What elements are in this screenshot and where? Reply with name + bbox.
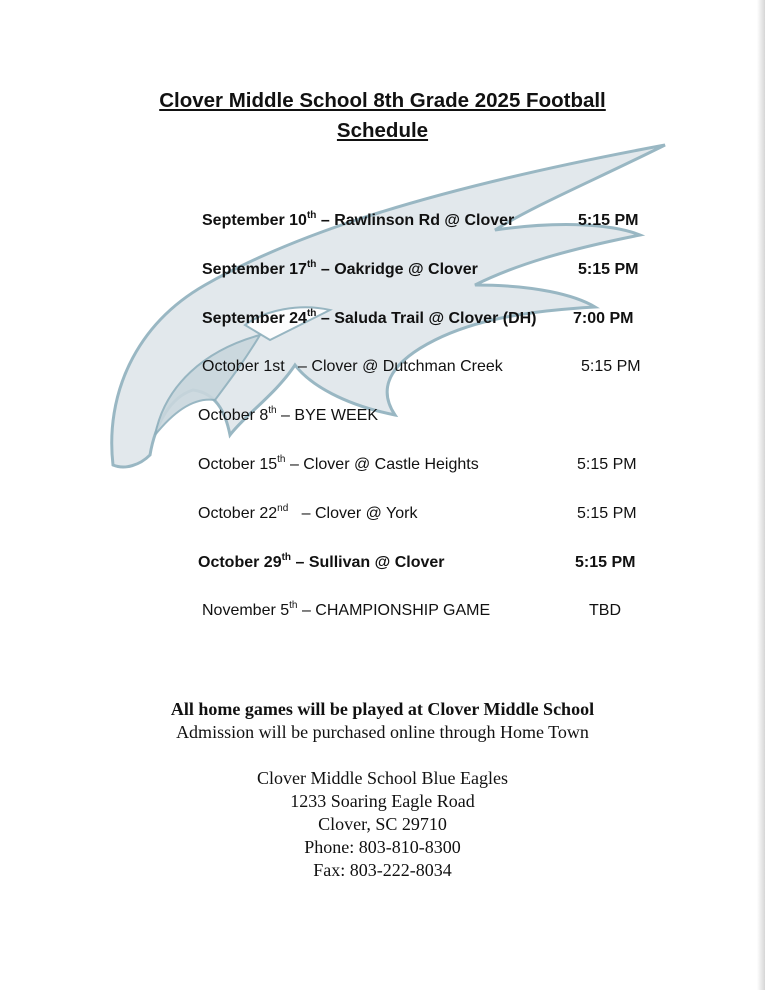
title-line-2: Schedule — [336, 119, 429, 142]
date-suffix: nd — [277, 502, 289, 514]
game-time: 5:15 PM — [577, 456, 637, 473]
date-suffix: th — [306, 209, 317, 221]
game-matchup: Saluda Trail @ Clover (DH) — [334, 310, 537, 327]
schedule-row — [198, 552, 444, 574]
schedule-row — [198, 454, 479, 476]
date-suffix: th — [306, 258, 317, 270]
game-matchup: Clover @ Castle Heights — [303, 456, 479, 473]
game-date: September 10 — [202, 212, 307, 229]
game-date: October 22 — [198, 505, 278, 522]
game-date: November 5 — [202, 602, 290, 619]
date-separator: – — [285, 456, 304, 473]
school-fax: Fax: 803-222-8034 — [313, 860, 452, 880]
date-suffix: th — [289, 599, 298, 611]
schedule-row — [198, 503, 417, 525]
game-time: 5:15 PM — [578, 261, 639, 278]
game-time: 5:15 PM — [581, 358, 641, 375]
school-name: Clover Middle School Blue Eagles — [257, 768, 508, 788]
title-line-1: Clover Middle School 8th Grade 2025 Football — [159, 89, 606, 112]
date-separator: – — [316, 212, 335, 229]
date-separator: – — [276, 407, 295, 424]
school-phone: Phone: 803-810-8300 — [304, 837, 461, 857]
date-suffix: th — [306, 307, 317, 319]
game-matchup: CHAMPIONSHIP GAME — [315, 602, 491, 619]
game-matchup: Oakridge @ Clover — [334, 261, 478, 278]
schedule-row — [202, 259, 478, 281]
game-time: 5:15 PM — [577, 505, 637, 522]
schedule-row — [202, 308, 537, 330]
game-time: 5:15 PM — [575, 554, 636, 571]
game-date: October 8 — [198, 407, 269, 424]
game-time: 7:00 PM — [573, 310, 634, 327]
game-date: October 1st — [202, 358, 285, 375]
date-separator: – — [297, 602, 316, 619]
date-separator: – — [316, 310, 335, 327]
school-contact-block — [0, 767, 765, 882]
game-date: September 24 — [202, 310, 307, 327]
game-time: TBD — [589, 602, 621, 619]
home-note: All home games will be played at Clover Middle School — [170, 699, 595, 719]
schedule-row — [202, 600, 490, 622]
game-matchup: Clover @ York — [314, 505, 418, 522]
date-separator: – — [316, 261, 335, 278]
game-date: September 17 — [202, 261, 307, 278]
admission-note: Admission will be purchased online through Home Town — [176, 722, 589, 742]
game-date: October 29 — [198, 554, 282, 571]
date-separator: – — [291, 554, 309, 571]
schedule-row — [198, 405, 378, 427]
date-suffix: th — [277, 453, 286, 465]
school-city-state-zip: Clover, SC 29710 — [318, 814, 447, 834]
school-address: 1233 Soaring Eagle Road — [290, 791, 475, 811]
game-matchup: Rawlinson Rd @ Clover — [334, 212, 515, 229]
schedule-row — [202, 356, 503, 378]
game-matchup: BYE WEEK — [294, 407, 378, 424]
page-title — [0, 86, 765, 146]
date-suffix: th — [268, 404, 277, 416]
date-separator: – — [284, 358, 312, 375]
date-separator: – — [288, 505, 315, 522]
schedule-row — [202, 210, 514, 232]
home-games-note — [0, 698, 765, 744]
date-suffix: th — [281, 551, 292, 563]
game-matchup: Clover @ Dutchman Creek — [311, 358, 503, 375]
game-time: 5:15 PM — [578, 212, 639, 229]
game-matchup: Sullivan @ Clover — [308, 554, 445, 571]
game-date: October 15 — [198, 456, 278, 473]
